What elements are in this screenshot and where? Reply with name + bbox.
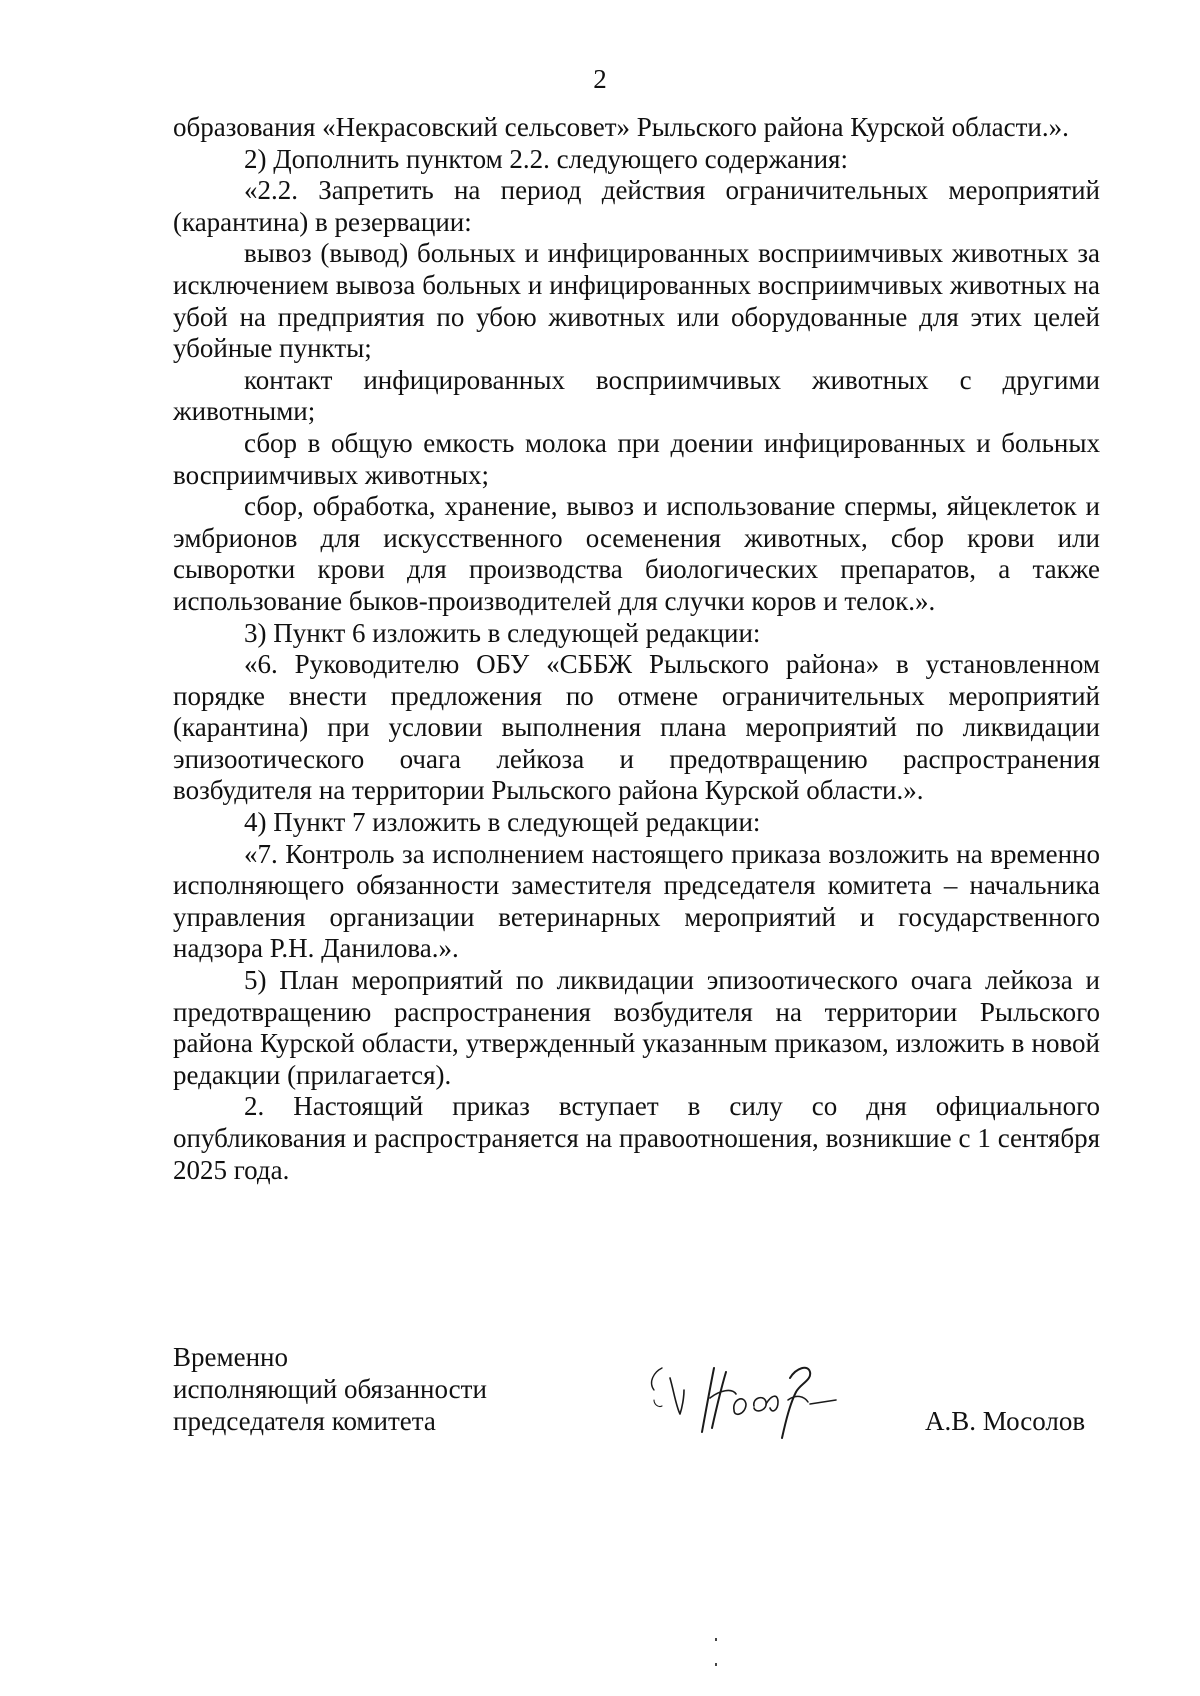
document-body [173, 112, 1100, 1186]
paragraph-continuation: образования «Некрасовский сельсовет» Рыльского района Курской области.». [173, 112, 1069, 142]
paragraph-item-3: 3) Пункт 6 изложить в следующей редакции: [244, 617, 761, 648]
paragraph-prohibition-contact: контакт инфицированных восприимчивых животных с другими животными; [173, 364, 1100, 427]
paragraph-prohibition-breeding: сбор, обработка, хранение, вывоз и использование спермы, яйцеклеток и эмбрионов для искусственного осеменения животных, сбор крови или сыворотки крови для производства биологических препаратов, а также использование быков-производителей для случки коров и телок.». [173, 491, 1100, 616]
handwritten-signature [640, 1348, 880, 1448]
paragraph-effective-date: 2. Настоящий приказ вступает в силу со дня официального опубликования и распространяется на правоотношения, возникшие с 1 сентября 2025 года. [173, 1091, 1100, 1185]
scan-speck [715, 1638, 717, 1641]
paragraph-prohibition-milk: сбор в общую емкость молока при доении инфицированных и больных восприимчивых животных; [173, 427, 1100, 490]
signatory-title [173, 1341, 487, 1437]
paragraph-clause-7: «7. Контроль за исполнением настоящего приказа возложить на временно исполняющего обязанности заместителя председателя комитета – начальника управления организации ветеринарных мероприятий и государственного надзора Р.Н. Данилова.». [173, 838, 1100, 964]
signatory-title-line: председателя комитета [173, 1406, 436, 1436]
signatory-title-line: исполняющий обязанности [173, 1374, 487, 1404]
paragraph-item-2: 2) Дополнить пунктом 2.2. следующего содержания: [244, 143, 848, 174]
signatory-name: А.В. Мосолов [925, 1406, 1086, 1436]
paragraph-clause-6: «6. Руководителю ОБУ «СББЖ Рыльского района» в установленном порядке внести предложения по отмене ограничительных мероприятий (карантина) при условии выполнения плана мероприятий по ликвидации эпизоотического очага лейкоза и предотвращению распространения возбудителя на территории Рыльского района Курской области.». [173, 649, 1100, 806]
paragraph-clause-2-2: «2.2. Запретить на период действия ограничительных мероприятий (карантина) в резервации: [173, 175, 1100, 237]
paragraph-prohibition-removal: вывоз (вывод) больных и инфицированных восприимчивых животных за исключением вывоза больных и инфицированных восприимчивых животных на убой на предприятия по убою животных или оборудованные для этих целей убойные пункты; [173, 238, 1100, 364]
signatory-title-line: Временно [173, 1342, 288, 1372]
paragraph-item-5: 5) План мероприятий по ликвидации эпизоотического очага лейкоза и предотвращению распространения возбудителя на территории Рыльского района Курской области, утвержденный указанным приказом, изложить в новой редакции (прилагается). [173, 965, 1100, 1090]
scan-speck [715, 1663, 717, 1666]
page-number: 2 [593, 64, 607, 94]
paragraph-item-4: 4) Пункт 7 изложить в следующей редакции: [244, 807, 761, 838]
